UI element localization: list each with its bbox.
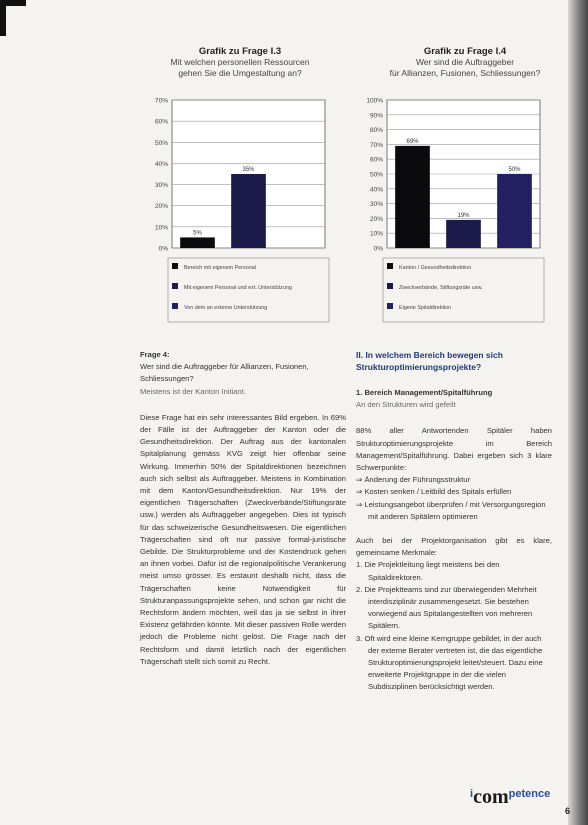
chart-i3 [140,90,340,325]
chart-i3-title: Grafik zu Frage I.3 [198,46,282,57]
data-label: 35% [242,167,255,173]
y-tick-label: 0% [158,245,168,253]
question-text: Wer sind die Auftraggeber für Allianzen, Fusionen, Schliessungen? [140,362,309,384]
y-tick-label: 0% [373,245,383,253]
legend-swatch [172,283,178,289]
chart-i4 [355,90,555,325]
competence-logo: $^i$com$^{petence}$ [470,786,551,808]
sub-sub-heading: An den Strukturen wird gefeilt [356,400,456,410]
numbered-item: 1. Die Projektleitung liegt meistens bei den Spitaldirektoren. [356,560,500,582]
bar [446,220,481,248]
numbered-item: 3. Oft wird eine kleine Kerngruppe gebildet, in der auch der externe Berater vertreten ist, die das eigentliche Strukturoptimierungsprojekt leitet/steuert. Dazu eine erweiterte Projektgruppe in der die vielen Subdisziplinen berücksichtigt werden. [356,633,543,692]
legend-swatch [387,263,393,269]
legend-swatch [172,263,178,269]
intro-paragraph: 88% aller Antwortenden Spitäler haben Strukturoptimierungsprojekte im Bereich Management/Spitalführung. Dabei ergeben sich 3 klare Schwerpunkte: [356,426,552,473]
chart-i4-title: Grafik zu Frage I.4 [423,46,507,57]
legend-entry: Kanton / Gesundheitsdirektion [399,265,472,271]
y-tick-label: 20% [154,203,168,211]
chart-i3-subtitle-2: gehen Sie die Umgestaltung an? [178,68,302,78]
y-tick-label: 50% [154,139,168,147]
y-tick-label: 60% [154,118,168,126]
legend-entry: Zweckverbände, Stiftungsräte usw. [399,285,483,291]
data-label: 69% [406,138,419,145]
bar [180,237,215,248]
second-paragraph: Auch bei der Projektorganisation gibt es klare, gemeinsame Merkmale: [356,536,552,558]
legend-entry: Eigene Spitaldirektion [399,305,452,311]
right-column [356,349,552,694]
y-tick-label: 10% [154,224,168,232]
chart-i4-subtitle-2: für Allianzen, Fusionen, Schliessungen? [389,68,541,78]
sub-heading: 1. Bereich Management/Spitalführung [356,388,493,397]
y-tick-label: 30% [154,182,168,190]
left-body-paragraph: Diese Frage hat ein sehr interessantes Bild ergeben. In 69% der Fälle ist der Auftraggeber der Kanton oder die Gesundheitsdirektion. Der Auftrag aus der kantonalen Spitalplanung gemäss KVG zeigt hier offenbar seine Wirkung. Immerhin 50% der Spitaldirektionen bezeichnen auch sich selbst als Auftraggeber. Meistens in Kombination mit dem Kanton/Gesundheitsdirektion. Nur 19% der eigentlichen Trägerschaften (Zweckverbände/Stiftungsräte usw.) werden als Auftraggeber angegeben. Dies ist typisch für das schweizerische Gesundheitswesen. Die eigentlichen Trägerschaften sind oft nur passive formal-juristische Gebilde. Die Strukturprobleme und der Kostendruck gehen an ihnen vorbei. Dafür ist die regionalpolitische Verankerung meist umso grösser. Es erstaunt deshalb nicht, dass die Trägerschaften keine Notwendigkeit für Strukturanpassungsprojekte sehen, und schon gar nicht die Rechtsform ändern möchten, weil das ja sie selbst in ihrer Existenz gefährden könnte. Mit dieser passiven Rolle werden jedoch die Probleme nicht gelöst. Die Frage nach der Rechtsform und damit letztlich nach der eigentlichen Trägerschaft stellt sich somit zu Recht. [140,412,346,666]
chart-i4-subtitle-1: Wer sind die Auftraggeber [415,57,515,67]
page-edge-shadow [568,0,588,825]
legend-swatch [172,303,178,309]
question-answer: Meistens ist der Kanton Initiant. [140,386,246,396]
y-tick-label: 60% [369,156,383,164]
y-tick-label: 100% [366,97,383,105]
bar [497,174,532,248]
section-heading: II. In welchem Bereich bewegen sich Strukturoptimierungsprojekte? [356,350,503,372]
data-label: 50% [508,167,521,173]
y-tick-label: 80% [369,127,383,135]
y-tick-label: 70% [154,97,168,105]
data-label: 5% [193,230,202,237]
numbered-list [356,559,552,693]
legend-swatch [387,283,393,289]
legend-swatch [387,303,393,309]
bullet-item: ⇒ Kosten senken / Leitbild des Spitals erfüllen [356,487,512,497]
y-tick-label: 40% [369,186,383,194]
left-column [140,349,346,668]
numbered-item: 2. Die Projektteams sind zur überwiegenden Mehrheit interdisziplinär zusammengesetzt. Sie bestehen vorwiegend aus Spitalangestellten von mehreren Spitälern. [356,584,537,631]
y-tick-label: 70% [369,141,383,149]
y-tick-label: 30% [369,201,383,209]
y-tick-label: 40% [154,160,168,168]
y-tick-label: 20% [369,215,383,223]
legend-entry: Von dem an externe Unterstützung [184,305,268,311]
page-number: 6 [565,806,571,816]
crop-mark [0,0,26,36]
y-tick-label: 50% [369,171,383,179]
chart-i3-subtitle-1: Mit welchen personellen Ressourcen [170,57,310,67]
y-tick-label: 10% [369,230,383,238]
bullet-list [356,474,552,523]
bar [231,174,266,248]
legend-entry: Bereich mit eigenem Personal [184,265,256,271]
bullet-item: ⇒ Leistungsangebot überprüfen / mit Versorgungsregion mit anderen Spitälern optimieren [356,499,546,521]
bullet-item: ⇒ Änderung der Führungsstruktur [356,475,471,485]
bar [395,146,430,248]
chart-i3-title-block [150,46,330,79]
legend-entry: Mit eigenem Personal und ext. Unterstützung [184,285,292,291]
data-label: 19% [457,212,470,219]
question-label: Frage 4: [140,350,170,359]
chart-i4-title-block [365,46,565,79]
y-tick-label: 90% [369,112,383,120]
